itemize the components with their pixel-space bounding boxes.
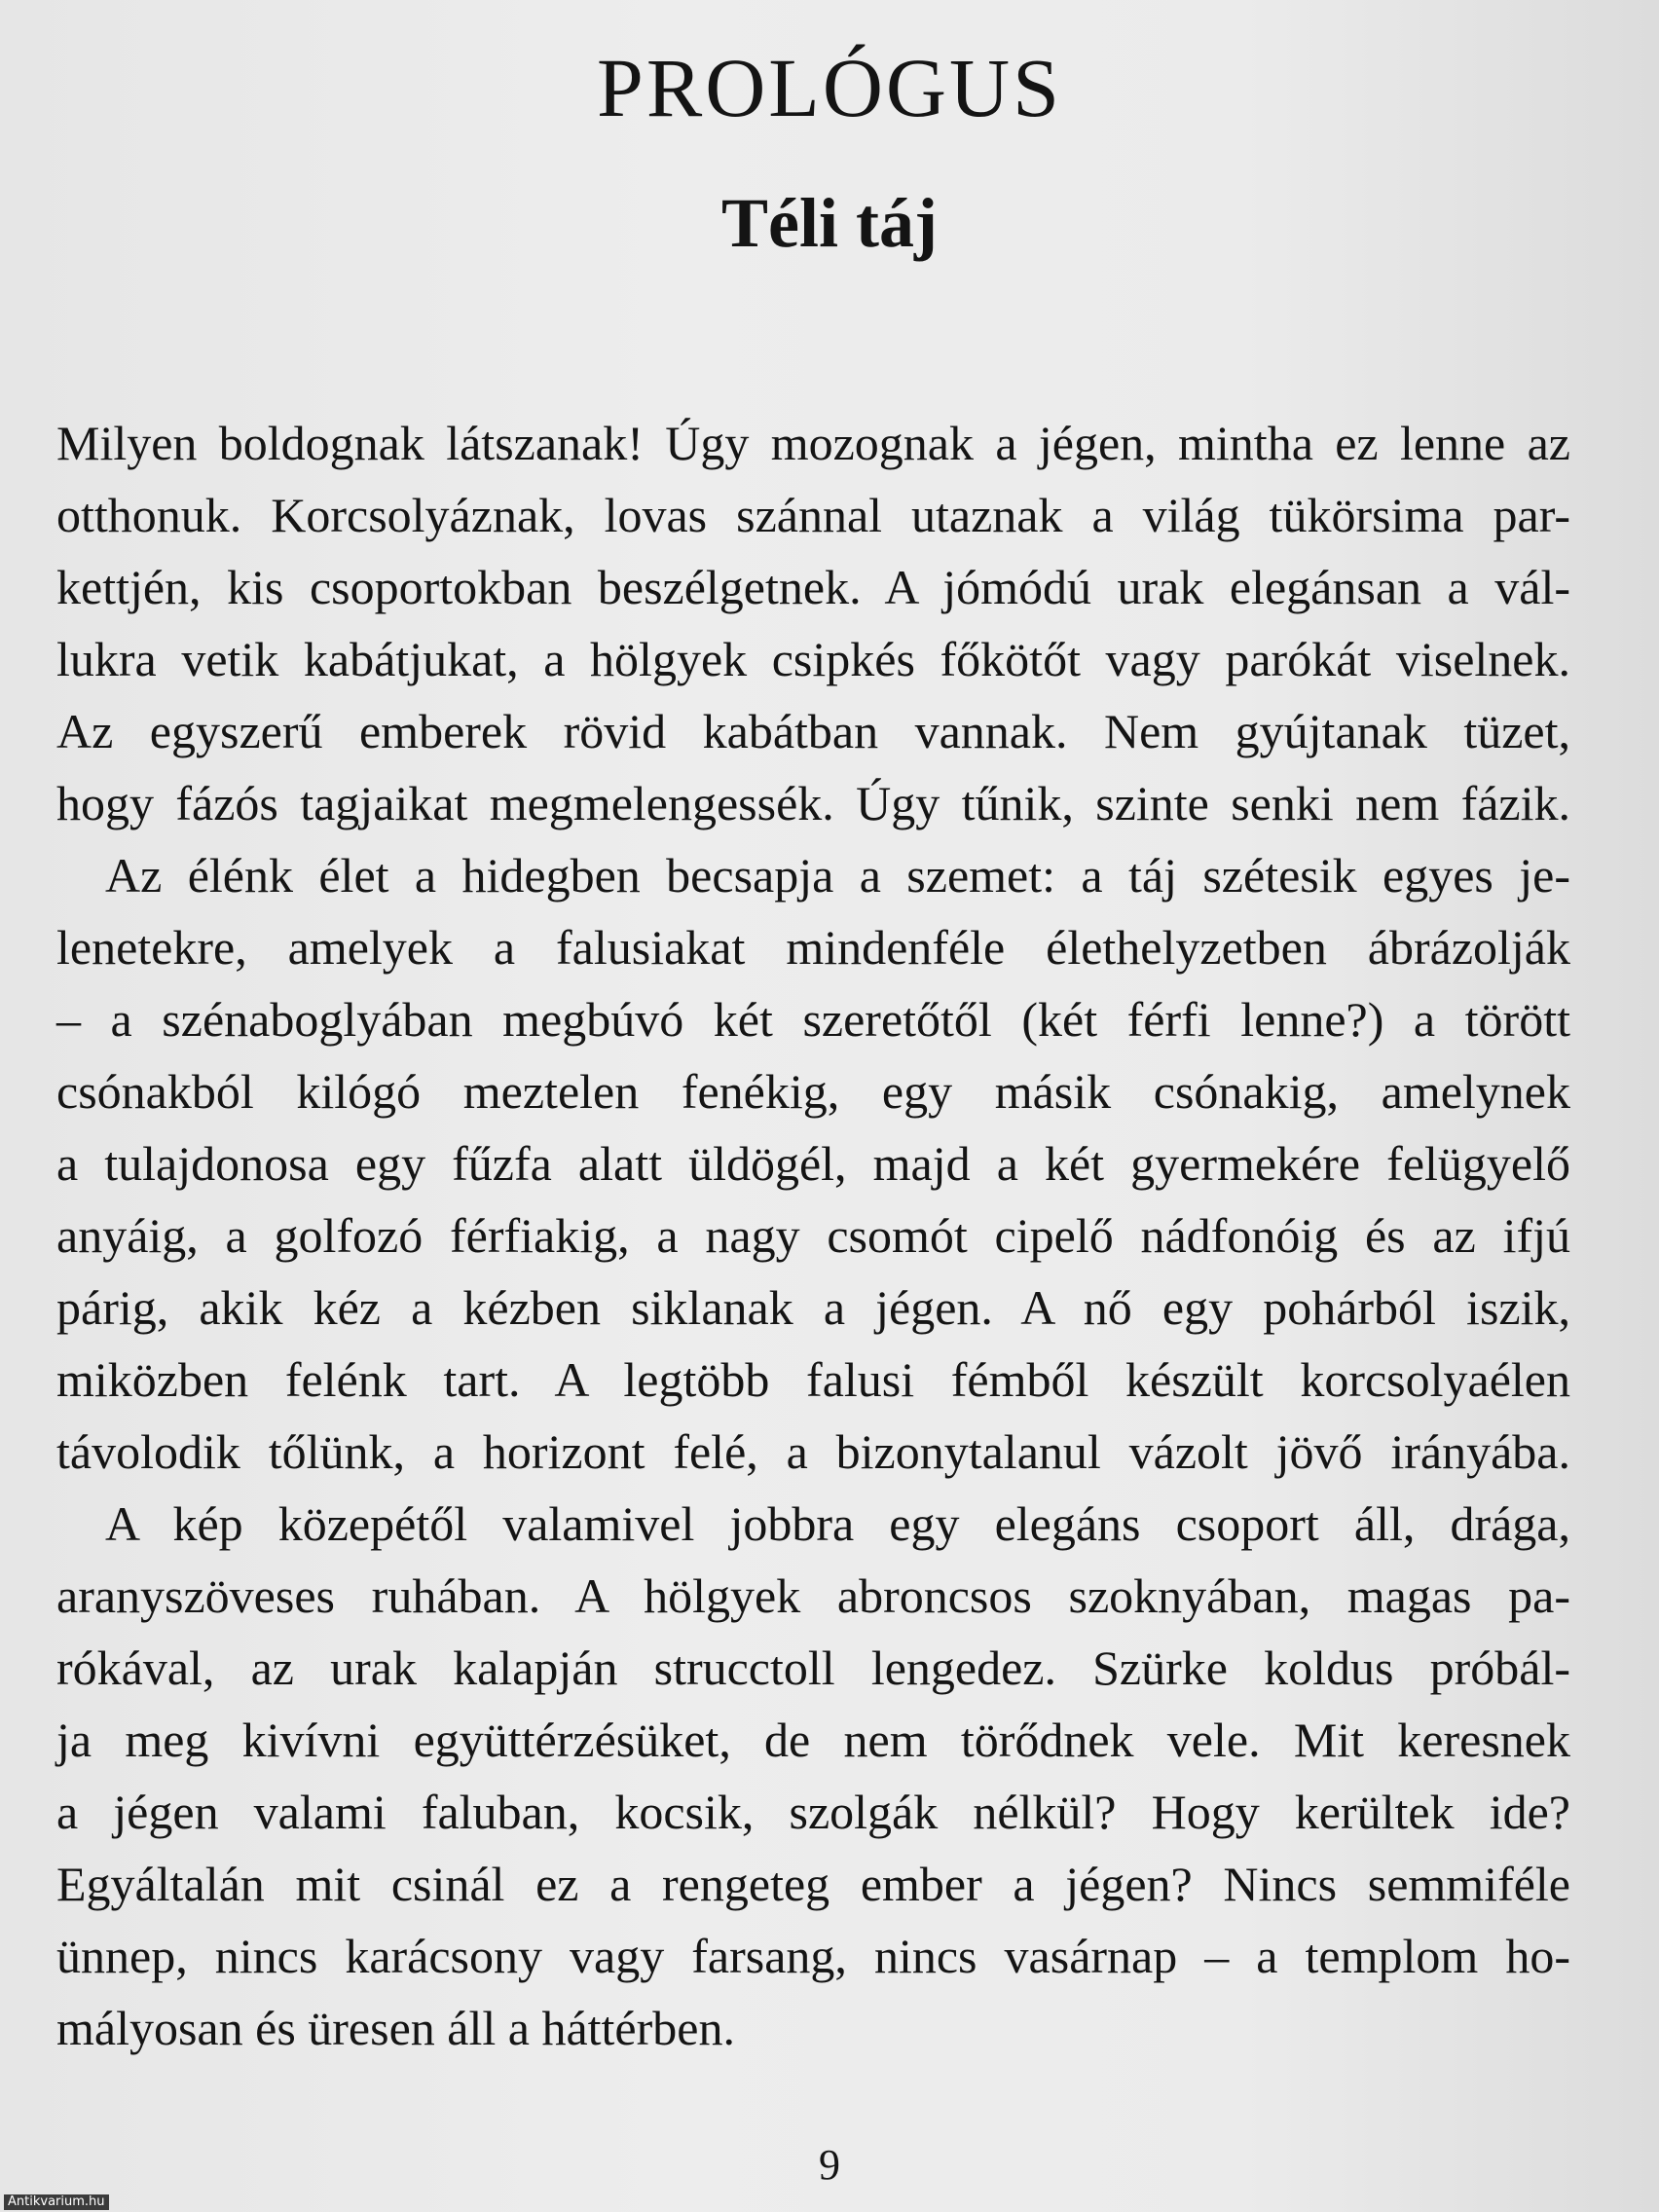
text-line: hogy fázós tagjaikat megmelengessék. Úgy tűnik, szinte senki nem fázik. xyxy=(56,776,1570,830)
text-line: a tulajdonosa egy fűzfa alatt üldögél, majd a két gyermekére felügyelő xyxy=(56,1136,1570,1191)
text-line: a jégen valami faluban, kocsik, szolgák nélkül? Hogy kerültek ide? xyxy=(56,1785,1570,1839)
chapter-title: Téli táj xyxy=(721,184,938,262)
text-line: ja meg kivívni együttérzésüket, de nem törődnek vele. Mit keresnek xyxy=(56,1713,1570,1767)
text-line: kettjén, kis csoportokban beszélgetnek. A jómódú urak elegánsan a vál- xyxy=(56,560,1570,614)
text-line: mályosan és üresen áll a háttérben. xyxy=(56,2001,735,2055)
text-line: anyáig, a golfozó férfiakig, a nagy csomót cipelő nádfonóig és az ifjú xyxy=(56,1208,1570,1263)
paragraph xyxy=(56,407,1570,839)
text-line: Egyáltalán mit csinál ez a rengeteg ember a jégen? Nincs semmiféle xyxy=(56,1857,1570,1911)
text-line: otthonuk. Korcsolyáznak, lovas szánnal utaznak a világ tükörsima par- xyxy=(56,488,1570,542)
paragraph xyxy=(56,839,1570,1488)
text-line: Az élénk élet a hidegben becsapja a szemet: a táj szétesik egyes je- xyxy=(105,848,1570,903)
text-line: csónakból kilógó meztelen fenékig, egy másik csónakig, amelynek xyxy=(56,1064,1570,1119)
chapter-heading: PROLÓGUS xyxy=(597,41,1062,134)
text-line: miközben felénk tart. A legtöbb falusi fémből készült korcsolyaélen xyxy=(56,1352,1570,1407)
text-line: ünnep, nincs karácsony vagy farsang, nincs vasárnap – a templom ho- xyxy=(56,1929,1570,1983)
paragraph xyxy=(56,1488,1570,2064)
body-text xyxy=(56,407,1570,2064)
text-line: lukra vetik kabátjukat, a hölgyek csipkés főkötőt vagy parókát viselnek. xyxy=(56,632,1570,686)
text-line: – a szénaboglyában megbúvó két szeretőtől (két férfi lenne?) a törött xyxy=(56,992,1570,1047)
text-line: Az egyszerű emberek rövid kabátban vannak. Nem gyújtanak tüzet, xyxy=(56,704,1570,758)
text-line: távolodik tőlünk, a horizont felé, a bizonytalanul vázolt jövő irányába. xyxy=(56,1424,1570,1479)
watermark: Antikvarium.hu xyxy=(4,2194,109,2210)
text-line: Milyen boldognak látszanak! Úgy mozognak a jégen, mintha ez lenne az xyxy=(56,416,1570,470)
text-line: lenetekre, amelyek a falusiakat mindenféle élethelyzetben ábrázolják xyxy=(56,920,1570,975)
text-line: aranyszöveses ruhában. A hölgyek abroncsos szoknyában, magas pa- xyxy=(56,1568,1570,1623)
text-line: rókával, az urak kalapján strucctoll lengedez. Szürke koldus próbál- xyxy=(56,1641,1570,1695)
text-line: párig, akik kéz a kézben siklanak a jégen. A nő egy pohárból iszik, xyxy=(56,1280,1570,1335)
text-line: A kép közepétől valamivel jobbra egy elegáns csoport áll, drága, xyxy=(105,1496,1570,1551)
page-number: 9 xyxy=(819,2141,840,2189)
